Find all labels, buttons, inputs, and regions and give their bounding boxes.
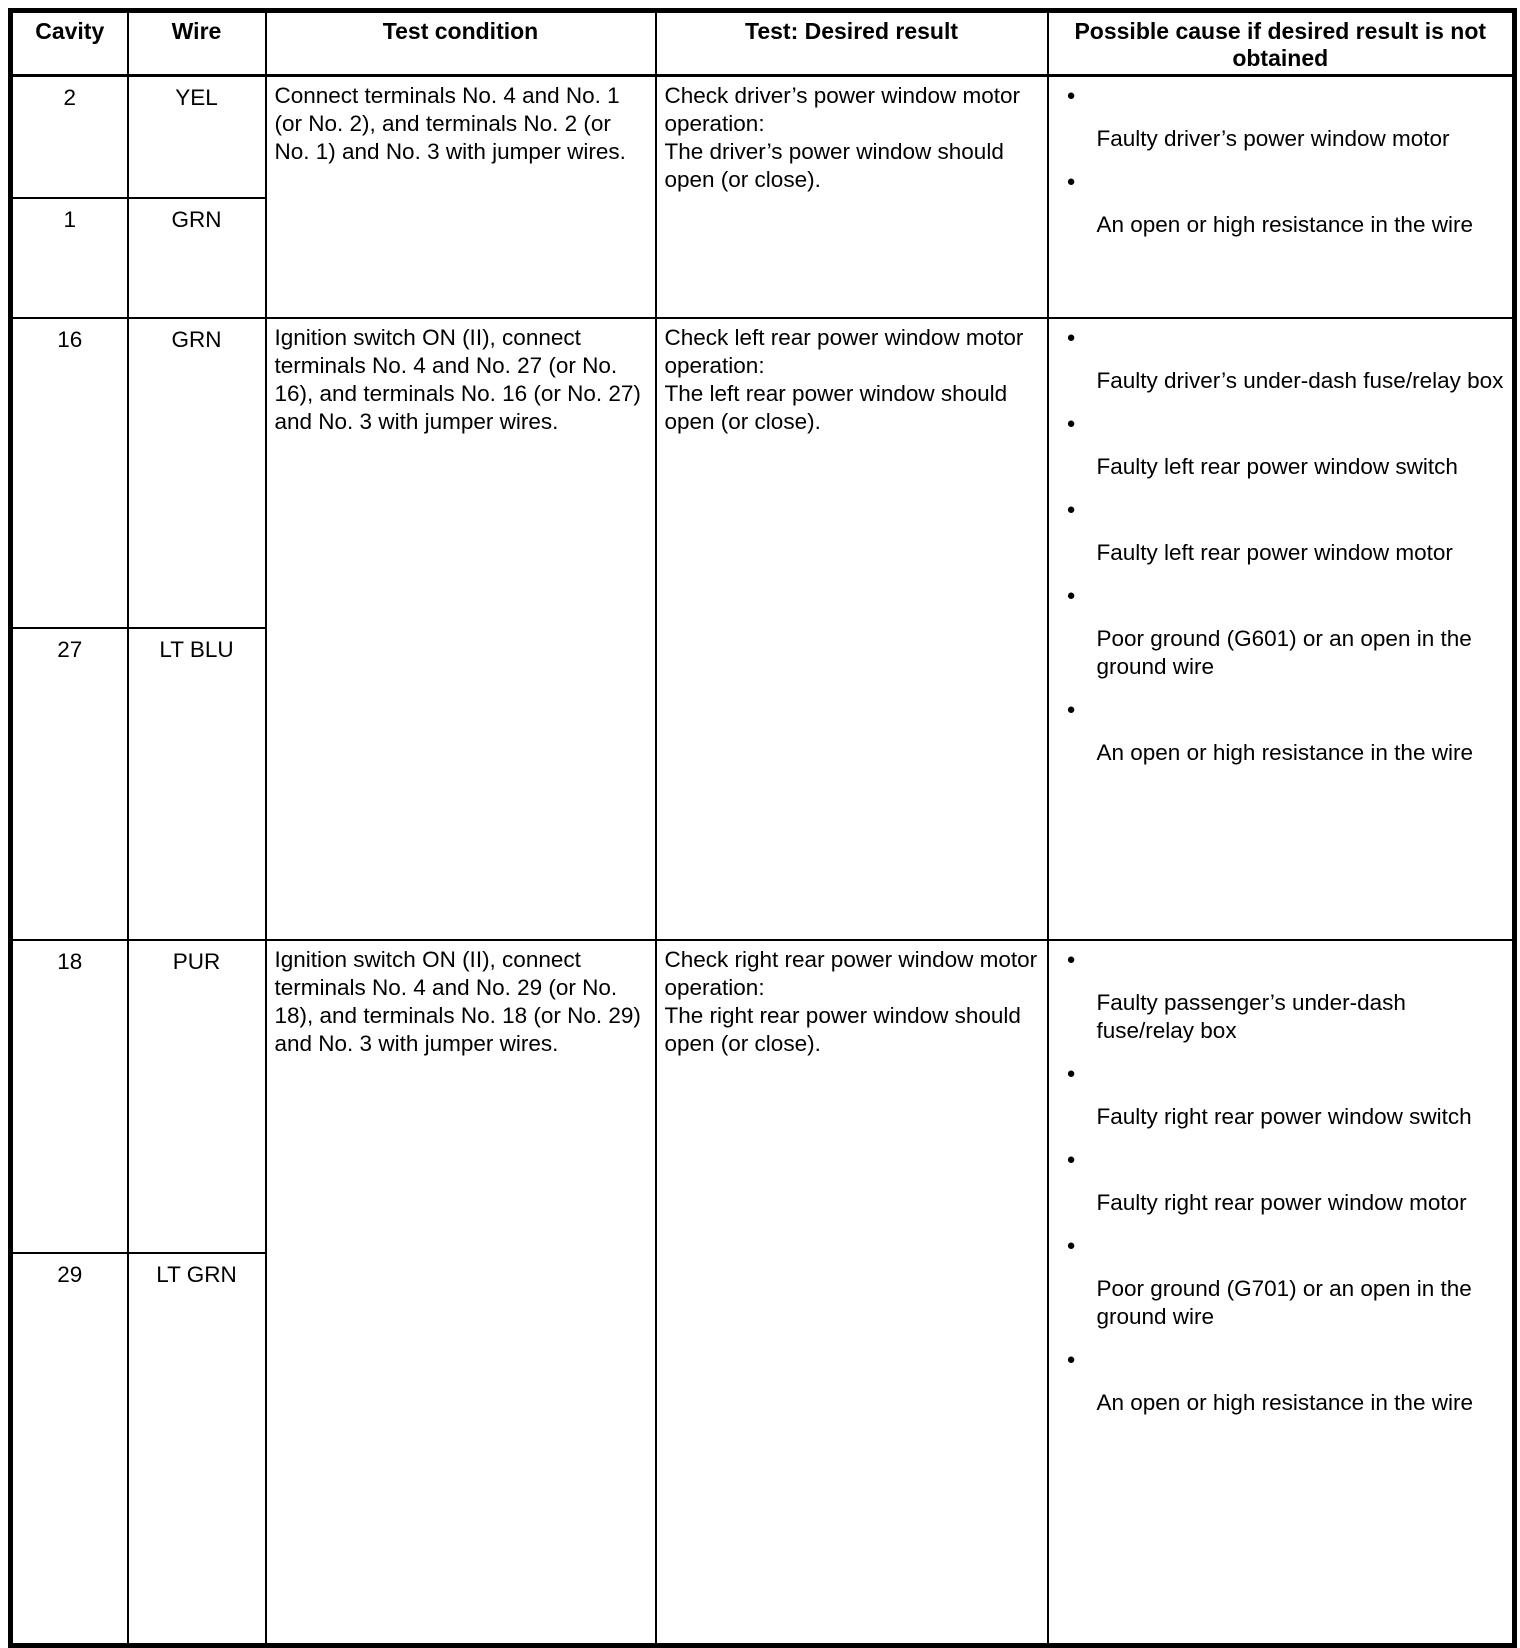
cause-item — [1067, 1237, 1505, 1331]
table-row — [11, 940, 1515, 1253]
result-text: Check left rear power window motor operation: — [664, 324, 1024, 378]
wire-cell: YEL — [128, 76, 266, 198]
bullet-icon: ● — [1066, 87, 1076, 104]
cause-item — [1067, 1065, 1505, 1131]
cause-text: Faulty right rear power window switch — [1096, 1103, 1472, 1129]
result-cell — [656, 940, 1048, 1646]
cause-text: An open or high resistance in the wire — [1096, 212, 1473, 237]
bullet-icon: ● — [1066, 700, 1076, 718]
bullet-icon: ● — [1066, 173, 1076, 190]
cause-text: An open or high resistance in the wire — [1096, 1389, 1473, 1415]
table-row — [11, 318, 1515, 628]
cause-text: An open or high resistance in the wire — [1096, 739, 1473, 765]
bullet-icon: ● — [1066, 950, 1076, 968]
condition-text: Connect terminals No. 4 and No. 1 (or No. 2), and terminals No. 2 (or No. 1) and No. 3 with jumper wires. — [274, 83, 626, 164]
wire-cell: GRN — [128, 318, 266, 628]
cause-item — [1067, 501, 1505, 567]
cavity-cell: 16 — [11, 318, 128, 628]
cause-text: Faulty left rear power window motor — [1096, 539, 1453, 565]
causes-cell — [1048, 940, 1515, 1646]
col-header-wire: Wire — [128, 11, 266, 76]
cause-text: Faulty right rear power window motor — [1096, 1189, 1467, 1215]
condition-cell — [266, 940, 656, 1646]
bullet-icon: ● — [1066, 1064, 1076, 1082]
bullet-icon: ● — [1066, 500, 1076, 518]
cause-text: Poor ground (G601) or an open in the ground wire — [1096, 625, 1472, 679]
cause-item — [1067, 951, 1505, 1045]
col-header-desired-result: Test: Desired result — [656, 11, 1048, 76]
bullet-icon: ● — [1066, 1350, 1076, 1368]
bullet-icon: ● — [1066, 586, 1076, 604]
wire-cell: PUR — [128, 940, 266, 1253]
cavity-cell: 18 — [11, 940, 128, 1253]
table-row — [11, 76, 1515, 198]
cavity-cell: 29 — [11, 1253, 128, 1646]
header-row — [11, 11, 1515, 76]
cause-item — [1067, 701, 1505, 767]
bullet-icon: ● — [1066, 1150, 1076, 1168]
col-header-test-condition: Test condition — [266, 11, 656, 76]
wire-cell: LT GRN — [128, 1253, 266, 1646]
cause-text: Faulty driver’s power window motor — [1096, 126, 1450, 151]
wire-cell: LT BLU — [128, 628, 266, 940]
result-text: The driver’s power window should open (or close). — [664, 139, 1004, 192]
cavity-cell: 2 — [11, 76, 128, 198]
bullet-icon: ● — [1066, 328, 1076, 346]
col-header-cavity: Cavity — [11, 11, 128, 76]
condition-cell — [266, 318, 656, 940]
cavity-cell: 1 — [11, 198, 128, 318]
cause-text: Poor ground (G701) or an open in the ground wire — [1096, 1275, 1472, 1329]
power-window-test-table — [8, 8, 1517, 1648]
cause-item — [1067, 87, 1505, 153]
cause-item — [1067, 1151, 1505, 1217]
cause-text: Faulty driver’s under-dash fuse/relay box — [1096, 367, 1504, 393]
result-text: Check driver’s power window motor operation: — [664, 83, 1021, 136]
result-text: Check right rear power window motor operation: — [664, 946, 1038, 1000]
condition-text: Ignition switch ON (II), connect terminals No. 4 and No. 27 (or No. 16), and terminals No. 16 (or No. 27) and No. 3 with jumper wires. — [274, 324, 641, 434]
result-text: The right rear power window should open (or close). — [664, 1002, 1021, 1056]
condition-text: Ignition switch ON (II), connect terminals No. 4 and No. 29 (or No. 18), and terminals No. 18 (or No. 29) and No. 3 with jumper wires. — [274, 946, 641, 1056]
bullet-icon: ● — [1066, 1236, 1076, 1254]
cause-item — [1067, 587, 1505, 681]
causes-cell — [1048, 318, 1515, 940]
cause-item — [1067, 415, 1505, 481]
causes-cell — [1048, 76, 1515, 318]
condition-cell — [266, 76, 656, 318]
col-header-possible-cause: Possible cause if desired result is not obtained — [1048, 11, 1515, 76]
cause-item — [1067, 1351, 1505, 1417]
result-cell — [656, 76, 1048, 318]
wire-cell: GRN — [128, 198, 266, 318]
bullet-icon: ● — [1066, 414, 1076, 432]
cavity-cell: 27 — [11, 628, 128, 940]
result-text: The left rear power window should open (or close). — [664, 380, 1008, 434]
cause-text: Faulty passenger’s under-dash fuse/relay box — [1096, 989, 1406, 1043]
cause-item — [1067, 173, 1505, 239]
result-cell — [656, 318, 1048, 940]
cause-item — [1067, 329, 1505, 395]
cause-text: Faulty left rear power window switch — [1096, 453, 1458, 479]
